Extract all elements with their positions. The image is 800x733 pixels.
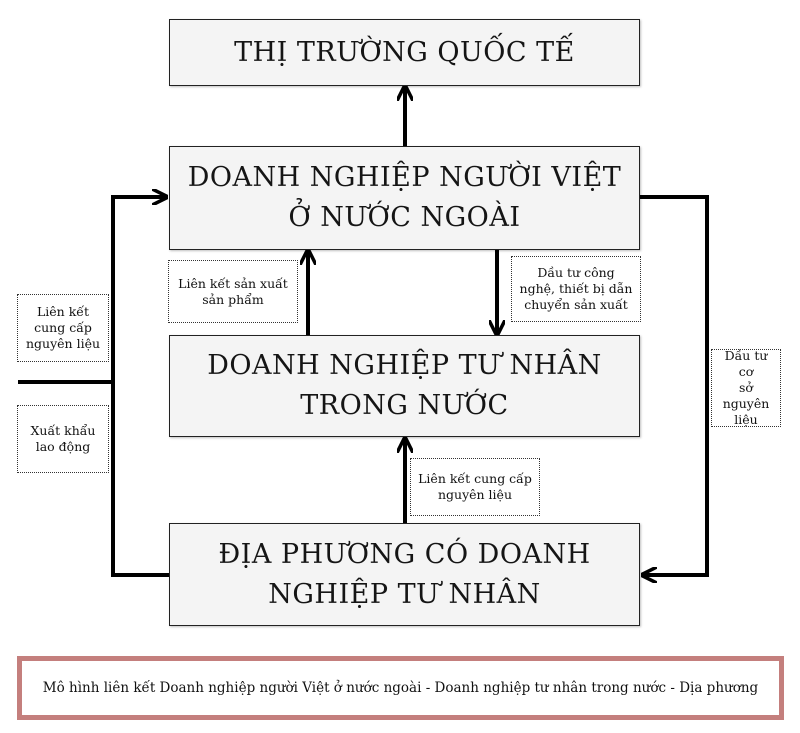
arrow-left-loop	[113, 197, 169, 575]
product-link-note-line2: sản phẩm	[202, 291, 264, 307]
investment-tech-note-line2: nghệ, thiết bị dẫn	[519, 281, 633, 296]
domestic-enterprise-label-line1: DOANH NGHIỆP TƯ NHÂN	[207, 350, 602, 381]
arrow-right-loop	[640, 197, 707, 575]
material-supply-bottom-note	[410, 458, 540, 516]
material-base-investment-line2: sở	[739, 380, 753, 395]
overseas-enterprise-label-line2: Ở NƯỚC NGOÀI	[288, 202, 521, 233]
labor-export-line1: Xuất khẩu	[30, 423, 96, 438]
material-supply-left-line1: Liên kết	[36, 304, 89, 319]
investment-technology-note	[511, 256, 641, 322]
diagram-caption-box	[17, 656, 784, 720]
material-supply-left-line3: nguyên liệu	[25, 336, 101, 351]
domestic-enterprise-label-line2: TRONG NƯỚC	[300, 390, 509, 421]
locality-box	[169, 523, 640, 626]
locality-label-line2: NGHIỆP TƯ NHÂN	[268, 578, 541, 610]
product-link-note	[168, 260, 298, 323]
international-market-box	[169, 19, 640, 86]
material-supply-left-line2: cung cấp	[34, 320, 92, 335]
overseas-vietnamese-enterprise-box	[169, 146, 640, 250]
overseas-enterprise-label-line1: DOANH NGHIỆP NGƯỜI VIỆT	[187, 162, 622, 193]
investment-tech-note-line1: Dầu tư công	[537, 265, 615, 280]
labor-export-line2: lao động	[35, 439, 91, 454]
material-supply-bottom-line2: nguyên liệu	[437, 487, 512, 502]
material-base-investment-note	[711, 349, 781, 427]
locality-label-line1: ĐỊA PHƯƠNG CÓ DOANH	[218, 538, 591, 570]
diagram-caption: Mô hình liên kết Doanh nghiệp người Việt ở nước ngoài - Doanh nghiệp tư nhân trong nước - Dịa phương	[42, 680, 759, 696]
material-base-investment-line1: Dầu tư cơ	[724, 348, 768, 379]
material-base-investment-line4: liệu	[734, 412, 758, 427]
material-supply-left-note	[17, 294, 109, 362]
material-supply-bottom-line1: Liên kết cung cấp	[418, 471, 532, 486]
material-base-investment-line3: nguyên	[722, 396, 770, 411]
product-link-note-line1: Liên kết sản xuất	[178, 275, 288, 291]
labor-export-note	[17, 405, 109, 473]
domestic-private-enterprise-box	[169, 335, 640, 437]
international-market-label: THỊ TRƯỜNG QUỐC TẾ	[234, 36, 575, 68]
investment-tech-note-line3: chuyển sản xuất	[524, 297, 628, 312]
